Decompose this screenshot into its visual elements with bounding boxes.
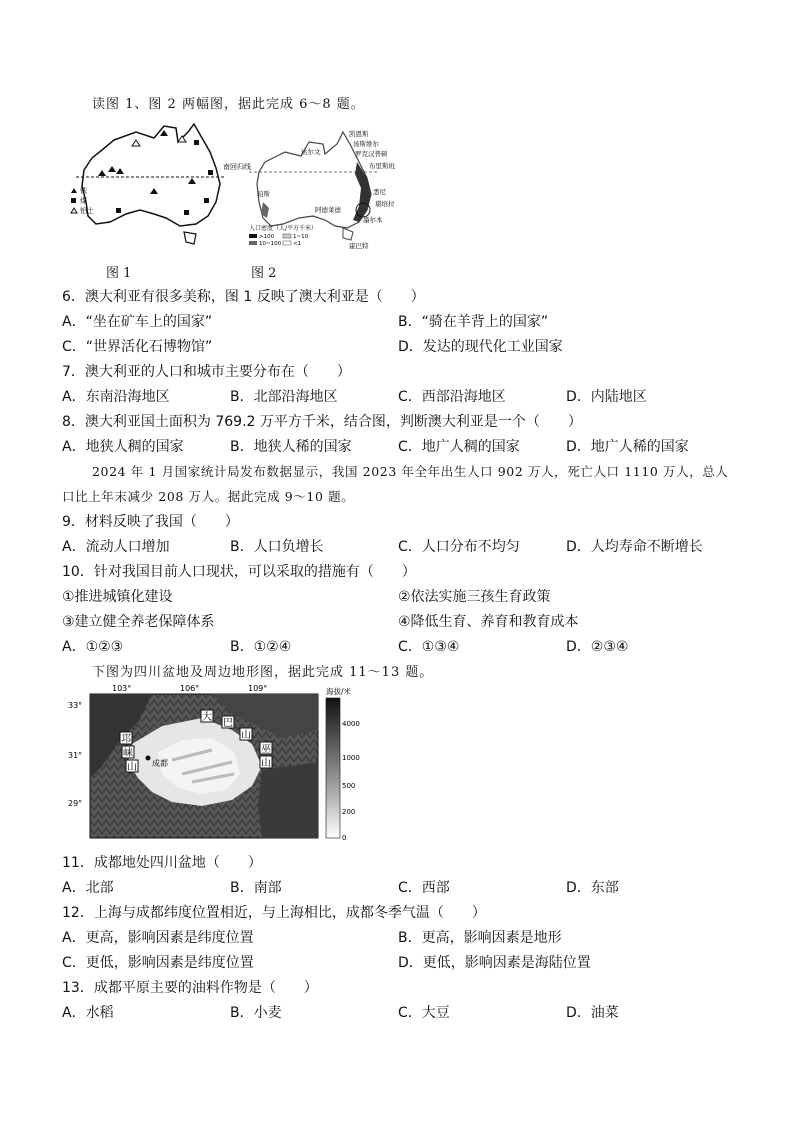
svg-text:凯恩斯: 凯恩斯 — [349, 130, 369, 138]
question-10-option-a[interactable]: A．①②③ — [62, 639, 124, 655]
question-10-option-b[interactable]: B．①②④ — [230, 639, 292, 655]
question-13-option-d[interactable]: D．油菜 — [566, 1005, 619, 1021]
svg-text:墨尔本: 墨尔本 — [363, 216, 383, 224]
svg-text:铝土: 铝土 — [80, 207, 94, 215]
svg-text:1000: 1000 — [342, 754, 360, 762]
figure-3-sichuan-basin-map — [62, 682, 362, 844]
question-7-option-a[interactable]: A．东南沿海地区 — [62, 389, 170, 405]
question-6-option-d[interactable]: D．发达的现代化工业国家 — [398, 339, 563, 355]
svg-text:0: 0 — [342, 834, 347, 842]
svg-text:>100: >100 — [259, 234, 275, 240]
intro-text-6-8: 读图 1、图 2 两幅图，据此完成 6～8 题。 — [92, 97, 365, 112]
question-6-option-b[interactable]: B．“骑在羊背上的国家” — [398, 314, 549, 330]
question-10-statement-3: ③建立健全养老保障体系 — [62, 614, 215, 630]
question-13-option-a[interactable]: A．水稻 — [62, 1005, 114, 1021]
question-8-option-c[interactable]: C．地广人稠的国家 — [398, 439, 520, 455]
svg-text:成都: 成都 — [152, 759, 168, 768]
svg-text:阿德莱德: 阿德莱德 — [315, 206, 341, 214]
svg-text:1~10: 1~10 — [293, 234, 309, 240]
question-10-stem: 10．针对我国目前人口现状，可以采取的措施有（ ） — [62, 564, 416, 580]
question-6-option-c[interactable]: C．“世界活化石博物馆” — [62, 339, 213, 355]
svg-text:10~100: 10~100 — [259, 241, 282, 247]
question-9-option-a[interactable]: A．流动人口增加 — [62, 539, 170, 555]
question-7-option-c[interactable]: C．西部沿海地区 — [398, 389, 506, 405]
question-13-option-c[interactable]: C．大豆 — [398, 1005, 450, 1021]
svg-text:悉尼: 悉尼 — [373, 188, 386, 196]
svg-text:珀斯: 珀斯 — [257, 190, 270, 198]
svg-text:霍巴特: 霍巴特 — [349, 242, 369, 250]
svg-text:铁: 铁 — [80, 187, 87, 195]
svg-text:海拔/米: 海拔/米 — [326, 687, 352, 696]
svg-text:布里斯班: 布里斯班 — [369, 162, 395, 170]
svg-text:汤斯维尔: 汤斯维尔 — [353, 140, 379, 148]
svg-text:31°: 31° — [68, 751, 83, 760]
question-10-statement-1: ①推进城镇化建设 — [62, 589, 173, 605]
tropic-label: 南回归线 — [223, 163, 251, 171]
question-8-stem: 8．澳大利亚国土面积为 769.2 万平方千米，结合图，判断澳大利亚是一个（ ） — [62, 414, 582, 430]
svg-text:煤: 煤 — [80, 197, 87, 205]
question-11-option-d[interactable]: D．东部 — [566, 880, 619, 896]
question-12-option-d[interactable]: D．更低，影响因素是海陆位置 — [398, 955, 591, 971]
svg-text:33°: 33° — [68, 701, 83, 710]
svg-text:103°: 103° — [112, 684, 132, 693]
svg-text:崃: 崃 — [123, 748, 133, 759]
question-10-option-d[interactable]: D．②③④ — [566, 639, 629, 655]
question-12-option-b[interactable]: B．更高，影响因素是地形 — [398, 930, 562, 946]
question-11-option-b[interactable]: B．南部 — [230, 880, 282, 896]
svg-text:达尔文: 达尔文 — [301, 148, 321, 156]
question-8-option-d[interactable]: D．地广人稀的国家 — [566, 439, 689, 455]
svg-text:109°: 109° — [248, 684, 268, 693]
question-10-option-c[interactable]: C．①③④ — [398, 639, 460, 655]
svg-text:山: 山 — [261, 758, 271, 769]
question-8-option-a[interactable]: A．地狭人稠的国家 — [62, 439, 184, 455]
question-12-option-c[interactable]: C．更低，影响因素是纬度位置 — [62, 955, 254, 971]
svg-text:堪培拉: 堪培拉 — [375, 200, 395, 208]
question-9-option-b[interactable]: B．人口负增长 — [230, 539, 324, 555]
svg-text:29°: 29° — [68, 799, 83, 808]
figure-2-australia-population — [243, 122, 418, 257]
svg-text:罗克汉普顿: 罗克汉普顿 — [355, 150, 388, 158]
question-10-statement-4: ④降低生育、养育和教育成本 — [398, 614, 579, 630]
svg-text:500: 500 — [342, 782, 356, 790]
question-7-option-b[interactable]: B．北部沿海地区 — [230, 389, 338, 405]
svg-text:200: 200 — [342, 808, 356, 816]
question-6-option-a[interactable]: A．“坐在矿车上的国家” — [62, 314, 213, 330]
figure-1-caption: 图 1 — [106, 266, 132, 281]
question-13-stem: 13．成都平原主要的油料作物是（ ） — [62, 980, 318, 996]
intro-text-9-10-line1: 2024 年 1 月国家统计局发布数据显示，我国 2023 年全年出生人口 902 万人，死亡人口 1110 万人，总人 — [92, 464, 729, 479]
intro-text-11-13: 下图为四川盆地及周边地形图，据此完成 11～13 题。 — [92, 665, 434, 680]
question-11-option-a[interactable]: A．北部 — [62, 880, 114, 896]
svg-text:<1: <1 — [293, 241, 302, 247]
svg-text:巫: 巫 — [261, 744, 271, 755]
question-9-stem: 9．材料反映了我国（ ） — [62, 514, 239, 530]
svg-text:人口密度（人/平方千米）: 人口密度（人/平方千米） — [249, 225, 318, 232]
figure-2-caption: 图 2 — [251, 266, 277, 281]
svg-text:106°: 106° — [180, 684, 200, 693]
intro-text-9-10-line2: 口比上年末减少 208 万人。据此完成 9～10 题。 — [62, 489, 355, 504]
question-11-option-c[interactable]: C．西部 — [398, 880, 450, 896]
svg-text:巴: 巴 — [223, 718, 233, 729]
question-9-option-d[interactable]: D．人均寿命不断增长 — [566, 539, 703, 555]
question-11-stem: 11．成都地处四川盆地（ ） — [62, 855, 262, 871]
question-7-option-d[interactable]: D．内陆地区 — [566, 389, 647, 405]
svg-text:大: 大 — [202, 712, 212, 723]
svg-text:邛: 邛 — [121, 734, 131, 745]
question-12-stem: 12．上海与成都纬度位置相近，与上海相比，成都冬季气温（ ） — [62, 905, 486, 921]
question-10-statement-2: ②依法实施三孩生育政策 — [398, 589, 551, 605]
question-7-stem: 7．澳大利亚的人口和城市主要分布在（ ） — [62, 364, 351, 380]
svg-text:4000: 4000 — [342, 720, 360, 728]
question-13-option-b[interactable]: B．小麦 — [230, 1005, 282, 1021]
question-12-option-a[interactable]: A．更高，影响因素是纬度位置 — [62, 930, 254, 946]
question-8-option-b[interactable]: B．地狭人稀的国家 — [230, 439, 352, 455]
figure-1-australia-minerals — [66, 118, 251, 258]
svg-text:山: 山 — [241, 730, 251, 741]
question-6-stem: 6．澳大利亚有很多美称，图 1 反映了澳大利亚是（ ） — [62, 289, 425, 305]
svg-text:山: 山 — [127, 762, 137, 773]
question-9-option-c[interactable]: C．人口分布不均匀 — [398, 539, 520, 555]
